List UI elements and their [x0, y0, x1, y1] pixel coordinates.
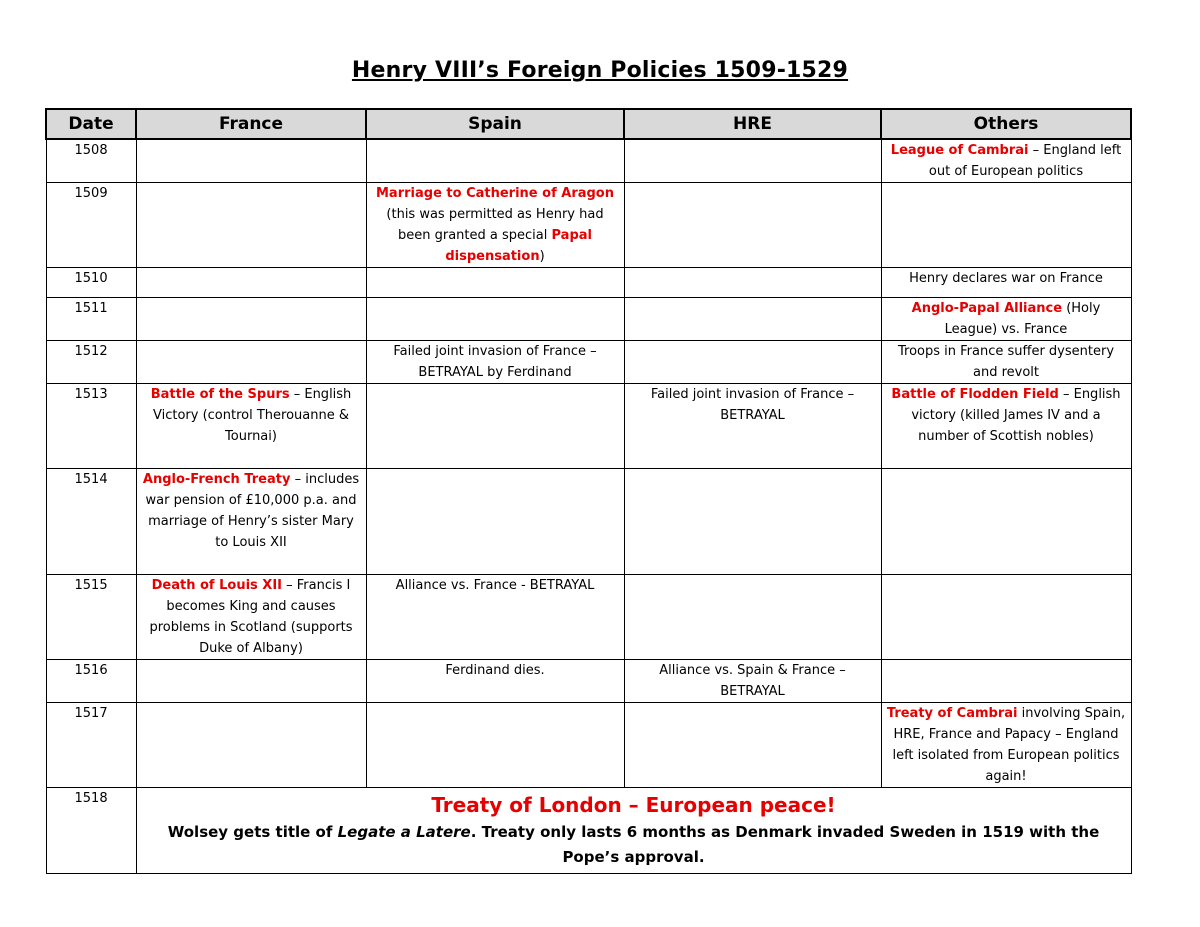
- france-cell: [136, 341, 366, 384]
- event-text: – England left out of European politics: [928, 143, 1122, 179]
- event-highlight: Anglo-French Treaty: [142, 472, 291, 487]
- event-highlight: Battle of the Spurs: [150, 387, 290, 402]
- france-cell: [136, 298, 366, 341]
- treaty-detail-text: Wolsey gets title of: [167, 823, 338, 841]
- treaty-of-london-cell: [136, 788, 1131, 874]
- date-cell: 1515: [46, 575, 136, 660]
- others-cell: [881, 660, 1131, 703]
- date-cell: 1513: [46, 384, 136, 469]
- others-cell: [881, 575, 1131, 660]
- table-row: [46, 384, 1131, 469]
- spain-cell: Ferdinand dies.: [366, 660, 624, 703]
- others-cell: Henry declares war on France: [881, 268, 1131, 298]
- event-text: ): [539, 249, 545, 264]
- date-cell: 1516: [46, 660, 136, 703]
- hre-cell: [624, 298, 881, 341]
- table-row-treaty-of-london: [46, 788, 1131, 874]
- france-cell: [136, 268, 366, 298]
- others-cell: [881, 298, 1131, 341]
- spain-cell: [366, 703, 624, 788]
- table-row: [46, 139, 1131, 183]
- date-cell: 1517: [46, 703, 136, 788]
- hre-cell: Alliance vs. Spain & France – BETRAYAL: [624, 660, 881, 703]
- date-cell: 1508: [46, 139, 136, 183]
- treaty-detail-text: . Treaty only lasts 6 months as Denmark invaded Sweden in 1519 with the Pope’s approval.: [470, 823, 1100, 866]
- hre-cell: [624, 183, 881, 268]
- table-row: [46, 469, 1131, 575]
- event-text: (Holy League) vs. France: [944, 301, 1101, 337]
- foreign-policy-table: [45, 108, 1132, 874]
- page-title: Henry VIII’s Foreign Policies 1509-1529: [351, 58, 849, 83]
- others-cell: [881, 703, 1131, 788]
- spain-cell: [366, 139, 624, 183]
- hre-cell: Failed joint invasion of France – BETRAYAL: [624, 384, 881, 469]
- table-row: [46, 703, 1131, 788]
- spain-cell: Alliance vs. France - BETRAYAL: [366, 575, 624, 660]
- event-highlight: Treaty of Cambrai: [886, 706, 1018, 721]
- spain-cell: Failed joint invasion of France – BETRAYAL by Ferdinand: [366, 341, 624, 384]
- date-cell: 1509: [46, 183, 136, 268]
- event-text: – includes war pension of £10,000 p.a. and marriage of Henry’s sister Mary to Louis XII: [145, 472, 360, 550]
- table-row: [46, 575, 1131, 660]
- date-cell: 1510: [46, 268, 136, 298]
- spain-cell: [366, 183, 624, 268]
- hre-cell: [624, 139, 881, 183]
- spain-cell: [366, 268, 624, 298]
- event-text: involving Spain, HRE, France and Papacy – England left isolated from European politics again!: [892, 706, 1126, 784]
- treaty-headline: Treaty of London – European peace!: [431, 793, 836, 817]
- hre-cell: [624, 575, 881, 660]
- hre-cell: [624, 341, 881, 384]
- others-cell: Troops in France suffer dysentery and revolt: [881, 341, 1131, 384]
- date-cell: 1518: [46, 788, 136, 874]
- event-highlight: Marriage to Catherine of Aragon: [376, 186, 614, 201]
- france-cell: [136, 703, 366, 788]
- spain-cell: [366, 298, 624, 341]
- treaty-detail-title: Legate a Latere: [337, 823, 471, 841]
- spain-cell: [366, 469, 624, 575]
- event-highlight: League of Cambrai: [890, 143, 1029, 158]
- event-highlight: Anglo-Papal Alliance: [911, 301, 1063, 316]
- spain-cell: [366, 384, 624, 469]
- header-others: Others: [881, 109, 1131, 139]
- table-row: [46, 660, 1131, 703]
- header-hre: HRE: [624, 109, 881, 139]
- table-row: [46, 298, 1131, 341]
- header-row: [46, 109, 1131, 139]
- hre-cell: [624, 703, 881, 788]
- hre-cell: [624, 268, 881, 298]
- table-row: [46, 183, 1131, 268]
- france-cell: [136, 183, 366, 268]
- header-spain: Spain: [366, 109, 624, 139]
- date-cell: 1512: [46, 341, 136, 384]
- event-text: – Francis I becomes King and causes problems in Scotland (supports Duke of Albany): [149, 578, 353, 656]
- france-cell: [136, 384, 366, 469]
- event-highlight: Death of Louis XII: [151, 578, 282, 593]
- event-highlight: Papal dispensation: [445, 228, 592, 264]
- event-text: – English Victory (control Therouanne & Tournai): [153, 387, 352, 444]
- event-text: – English victory (killed James IV and a number of Scottish nobles): [911, 387, 1121, 444]
- france-cell: [136, 139, 366, 183]
- treaty-detail: [157, 820, 1111, 870]
- others-cell: [881, 384, 1131, 469]
- event-highlight: Battle of Flodden Field: [891, 387, 1059, 402]
- france-cell: [136, 660, 366, 703]
- france-cell: [136, 469, 366, 575]
- others-cell: [881, 183, 1131, 268]
- france-cell: [136, 575, 366, 660]
- header-france: France: [136, 109, 366, 139]
- hre-cell: [624, 469, 881, 575]
- others-cell: [881, 139, 1131, 183]
- table-row: [46, 341, 1131, 384]
- table-row: [46, 268, 1131, 298]
- event-text: (this was permitted as Henry had been granted a special: [386, 207, 604, 243]
- others-cell: [881, 469, 1131, 575]
- date-cell: 1511: [46, 298, 136, 341]
- header-date: Date: [46, 109, 136, 139]
- date-cell: 1514: [46, 469, 136, 575]
